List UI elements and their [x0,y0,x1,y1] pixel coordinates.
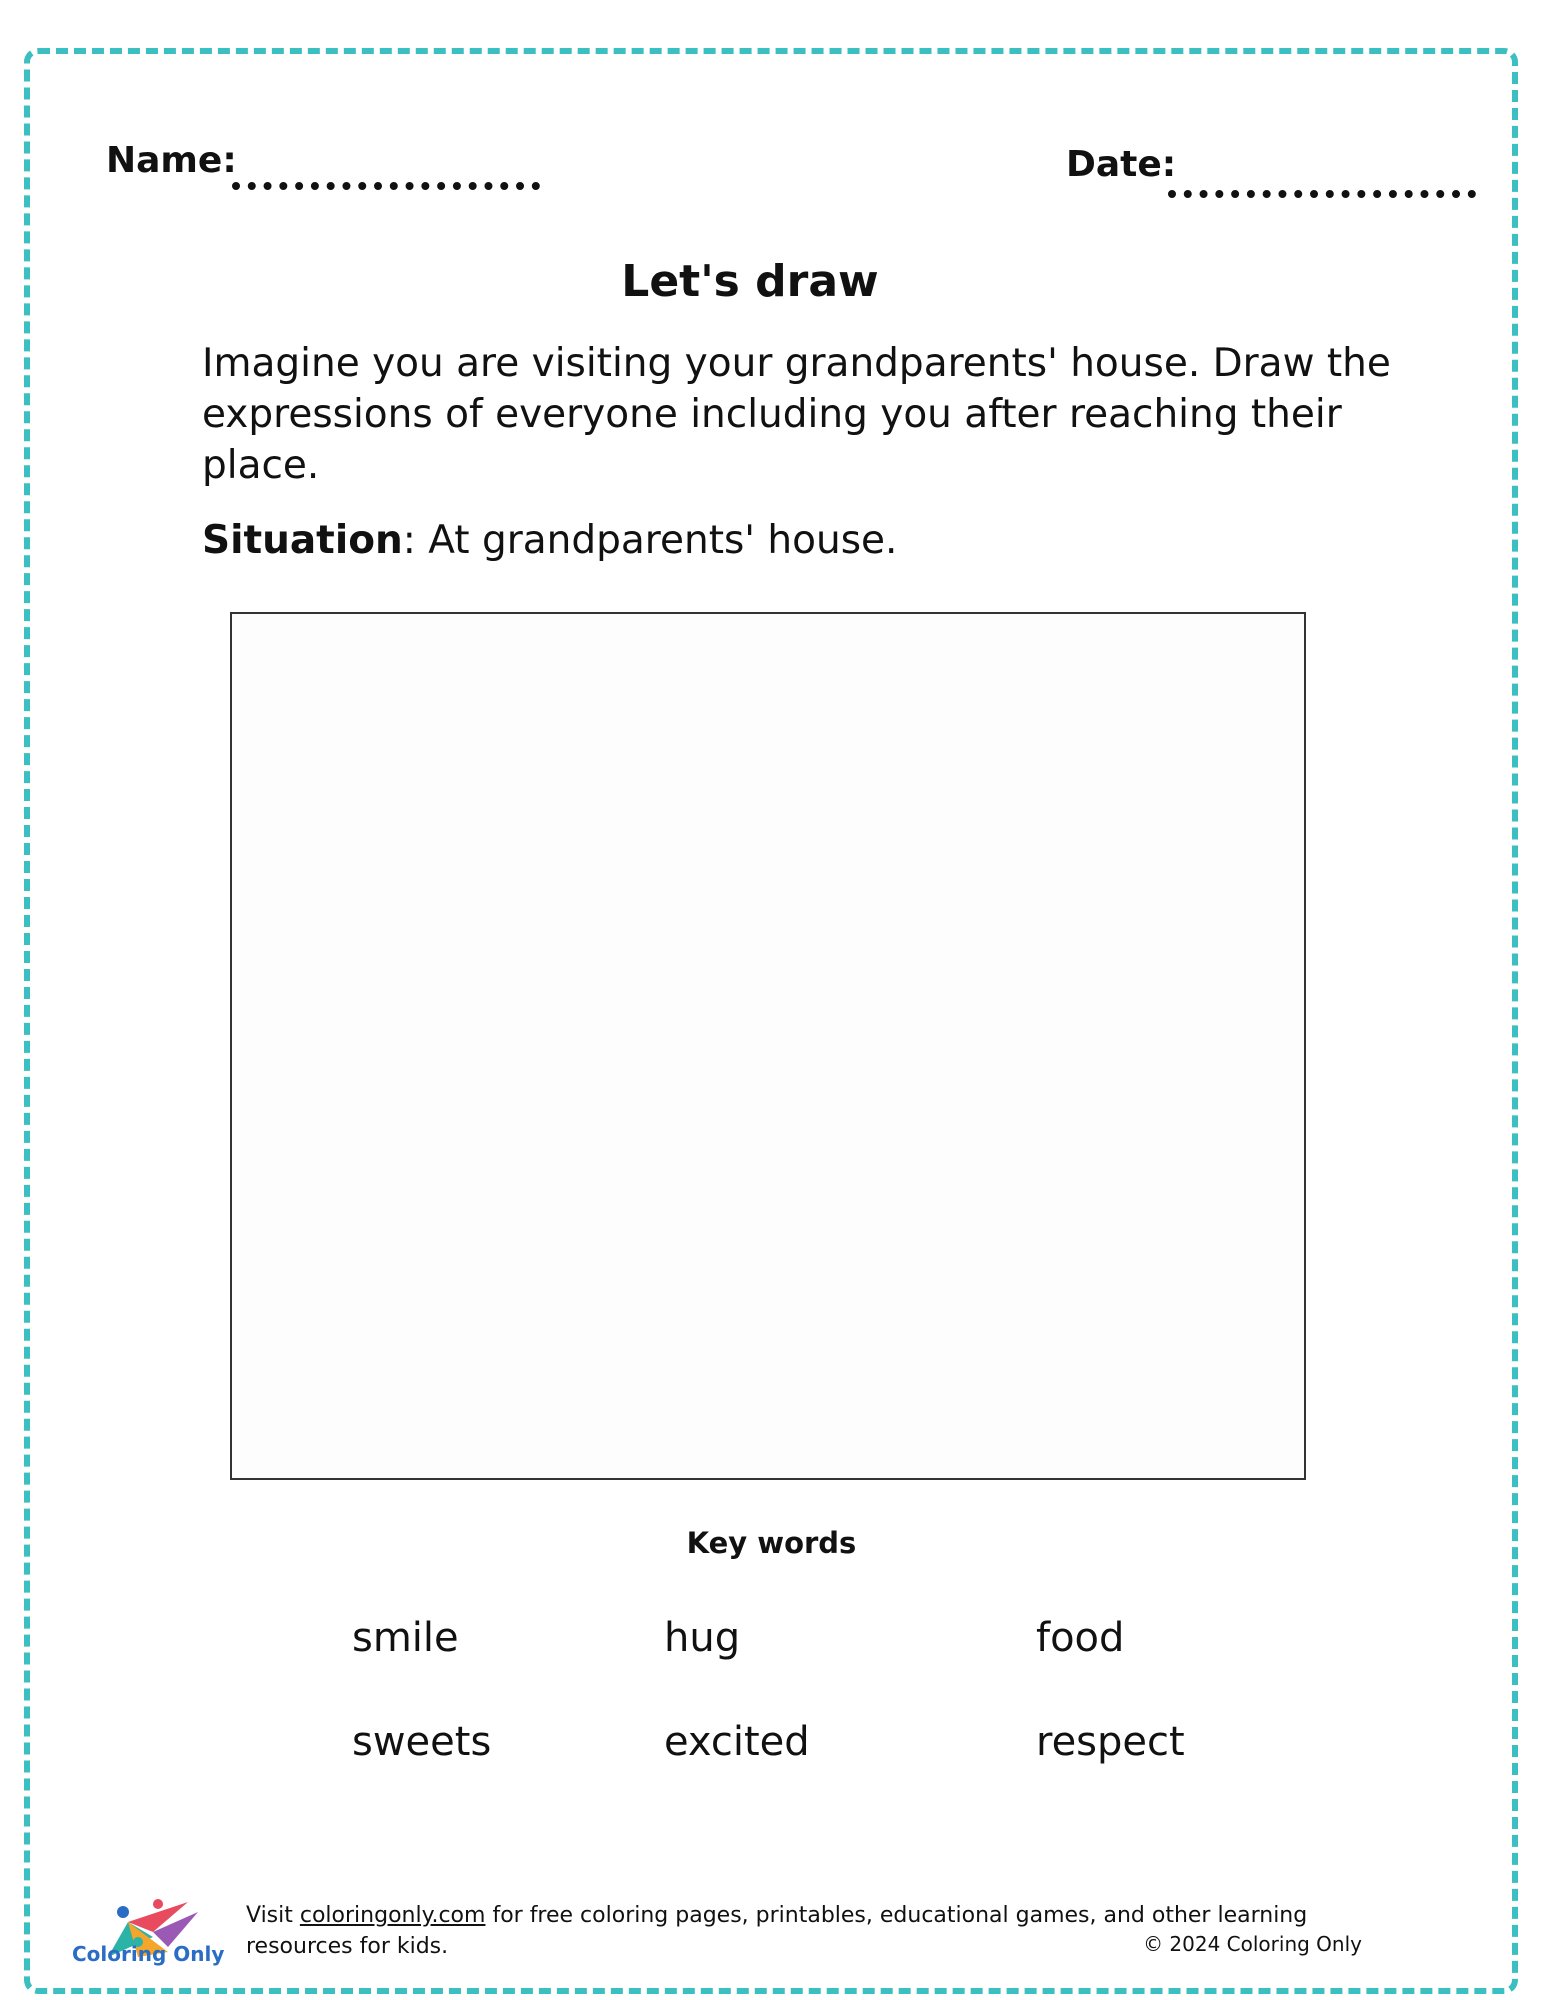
key-word: excited [664,1719,810,1765]
drawing-area[interactable] [230,612,1306,1480]
site-link[interactable]: coloringonly.com [299,1903,486,1928]
key-word: sweets [352,1719,492,1765]
footer-visit-suffix: for free coloring pages, printables, educational games, and other learning resources for kids. [246,1903,1308,1959]
footer-visit-prefix: Visit [246,1903,300,1928]
date-label: Date: [1066,144,1177,185]
page-title: Let's draw [621,256,879,307]
key-words-heading: Key words [686,1526,857,1560]
key-word: hug [664,1615,741,1661]
key-word: respect [1036,1719,1185,1765]
copyright-text: © 2024 Coloring Only [1143,1932,1362,1956]
instructions-text: Imagine you are visiting your grandparents' house. Draw the expressions of everyone including you after reaching their place. [202,341,1391,488]
situation-text: : At grandparents' house. [402,518,898,563]
date-blank[interactable] [1168,190,1476,198]
name-blank[interactable] [232,182,540,190]
situation-line [202,518,897,563]
situation-label: Situation [202,518,403,563]
logo-text: Coloring Only [72,1942,225,1966]
key-word: food [1036,1615,1125,1661]
name-label: Name: [106,140,237,181]
key-word: smile [352,1615,459,1661]
